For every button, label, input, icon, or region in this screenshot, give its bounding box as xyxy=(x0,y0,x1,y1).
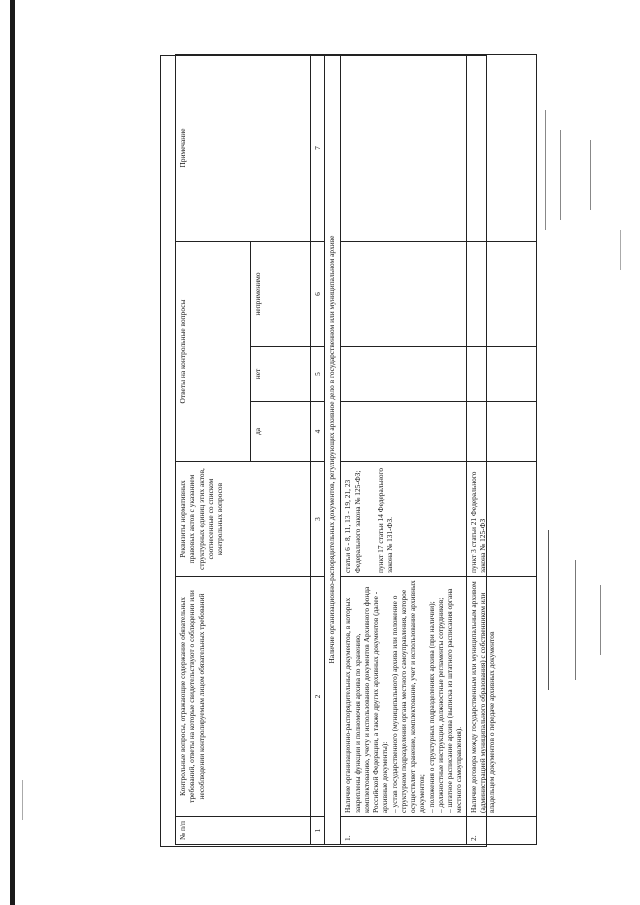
legal-ref-extra: пункт 17 статьи 14 Федерального закона № 131-ФЗ. xyxy=(375,467,394,573)
scan-noise-mark xyxy=(22,780,23,820)
column-number-row xyxy=(311,54,325,844)
table-row xyxy=(466,54,536,844)
column-number: 3 xyxy=(311,462,325,577)
question-intro: Наличие организационно-распорядительных документов, в которых закреплены функции и полномочия архива по хранению, комплектованию, учету и использованию документов Архивного фонда Российской Федерации, а также других архивных документов (далее - архивные документы): xyxy=(343,586,390,813)
column-number: 1 xyxy=(311,817,325,845)
note-cell[interactable] xyxy=(341,54,466,241)
answer-no-cell[interactable] xyxy=(341,347,466,402)
note-cell[interactable] xyxy=(466,54,536,241)
row-legal-ref xyxy=(341,462,466,577)
answer-na-cell[interactable] xyxy=(466,241,536,346)
header-answers: Ответы на контрольные вопросы xyxy=(176,241,251,461)
column-number: 7 xyxy=(311,54,325,241)
row-question: Наличие договора между государственным или муниципальным архивом (администрацией муниципального образования) с собственником или владельцем документов о передаче архивных документов xyxy=(466,577,536,817)
row-number: 2. xyxy=(466,817,536,845)
scan-noise-mark xyxy=(620,230,621,270)
answer-no-cell[interactable] xyxy=(466,347,536,402)
legal-ref-main: статьи 6 - 8, 11, 13 - 19, 21, 23 Федерального закона № 125-ФЗ; xyxy=(343,470,362,573)
question-item: – штатное расписание архива (выписка из штатного расписания органа местного самоуправления). xyxy=(445,588,464,813)
section-title: Наличие организационно-распорядительных документов, регулирующих архивное дело в государственном или муниципальном архиве xyxy=(325,54,341,844)
header-note: Примечание xyxy=(176,54,311,241)
header-yes: да xyxy=(251,402,311,462)
answer-yes-cell[interactable] xyxy=(466,402,536,462)
table-row xyxy=(341,54,466,844)
question-item: – должностные инструкции, должностные регламенты сотрудников; xyxy=(435,597,445,813)
scan-edge-bar xyxy=(10,0,15,905)
rotated-checklist-page xyxy=(175,55,500,845)
header-legal-refs: Реквизиты нормативных правовых актов с указанием структурных единиц этих актов, соотнесенные со списком контрольных вопросов xyxy=(176,462,311,577)
scan-noise-mark xyxy=(560,130,561,220)
scan-noise-mark xyxy=(575,560,576,680)
header-questions: Контрольные вопросы, отражающие содержание обязательных требований, ответы на которые свидетельствуют о соблюдении или несоблюдении контролируемым лицом обязательных требований xyxy=(176,577,311,817)
scan-noise-mark xyxy=(590,140,591,210)
column-number: 6 xyxy=(311,241,325,346)
question-item: – положения о структурных подразделениях архива (при наличии); xyxy=(426,601,436,813)
column-number: 5 xyxy=(311,347,325,402)
row-question xyxy=(341,577,466,817)
scan-noise-mark xyxy=(545,110,546,230)
question-item: – устав государственного (муниципального) архива или положение о структурном подразделении органа местного самоуправления, которое осуществляет хранение, комплектование, учет и использование архивных документов; xyxy=(389,580,427,813)
answer-yes-cell[interactable] xyxy=(341,402,466,462)
row-legal-ref: пункт 3 статьи 21 Федерального закона № 125-ФЗ xyxy=(466,462,536,577)
section-row xyxy=(325,54,341,844)
column-number: 2 xyxy=(311,577,325,817)
scan-noise-mark xyxy=(548,530,549,690)
header-number: № п/п xyxy=(176,817,311,845)
header-not-applicable: неприменимо xyxy=(251,241,311,346)
row-number: 1. xyxy=(341,817,466,845)
header-no: нет xyxy=(251,347,311,402)
column-number: 4 xyxy=(311,402,325,462)
header-row xyxy=(176,54,251,844)
checklist-table xyxy=(175,54,537,845)
scan-noise-mark xyxy=(600,585,601,655)
answer-na-cell[interactable] xyxy=(341,241,466,346)
